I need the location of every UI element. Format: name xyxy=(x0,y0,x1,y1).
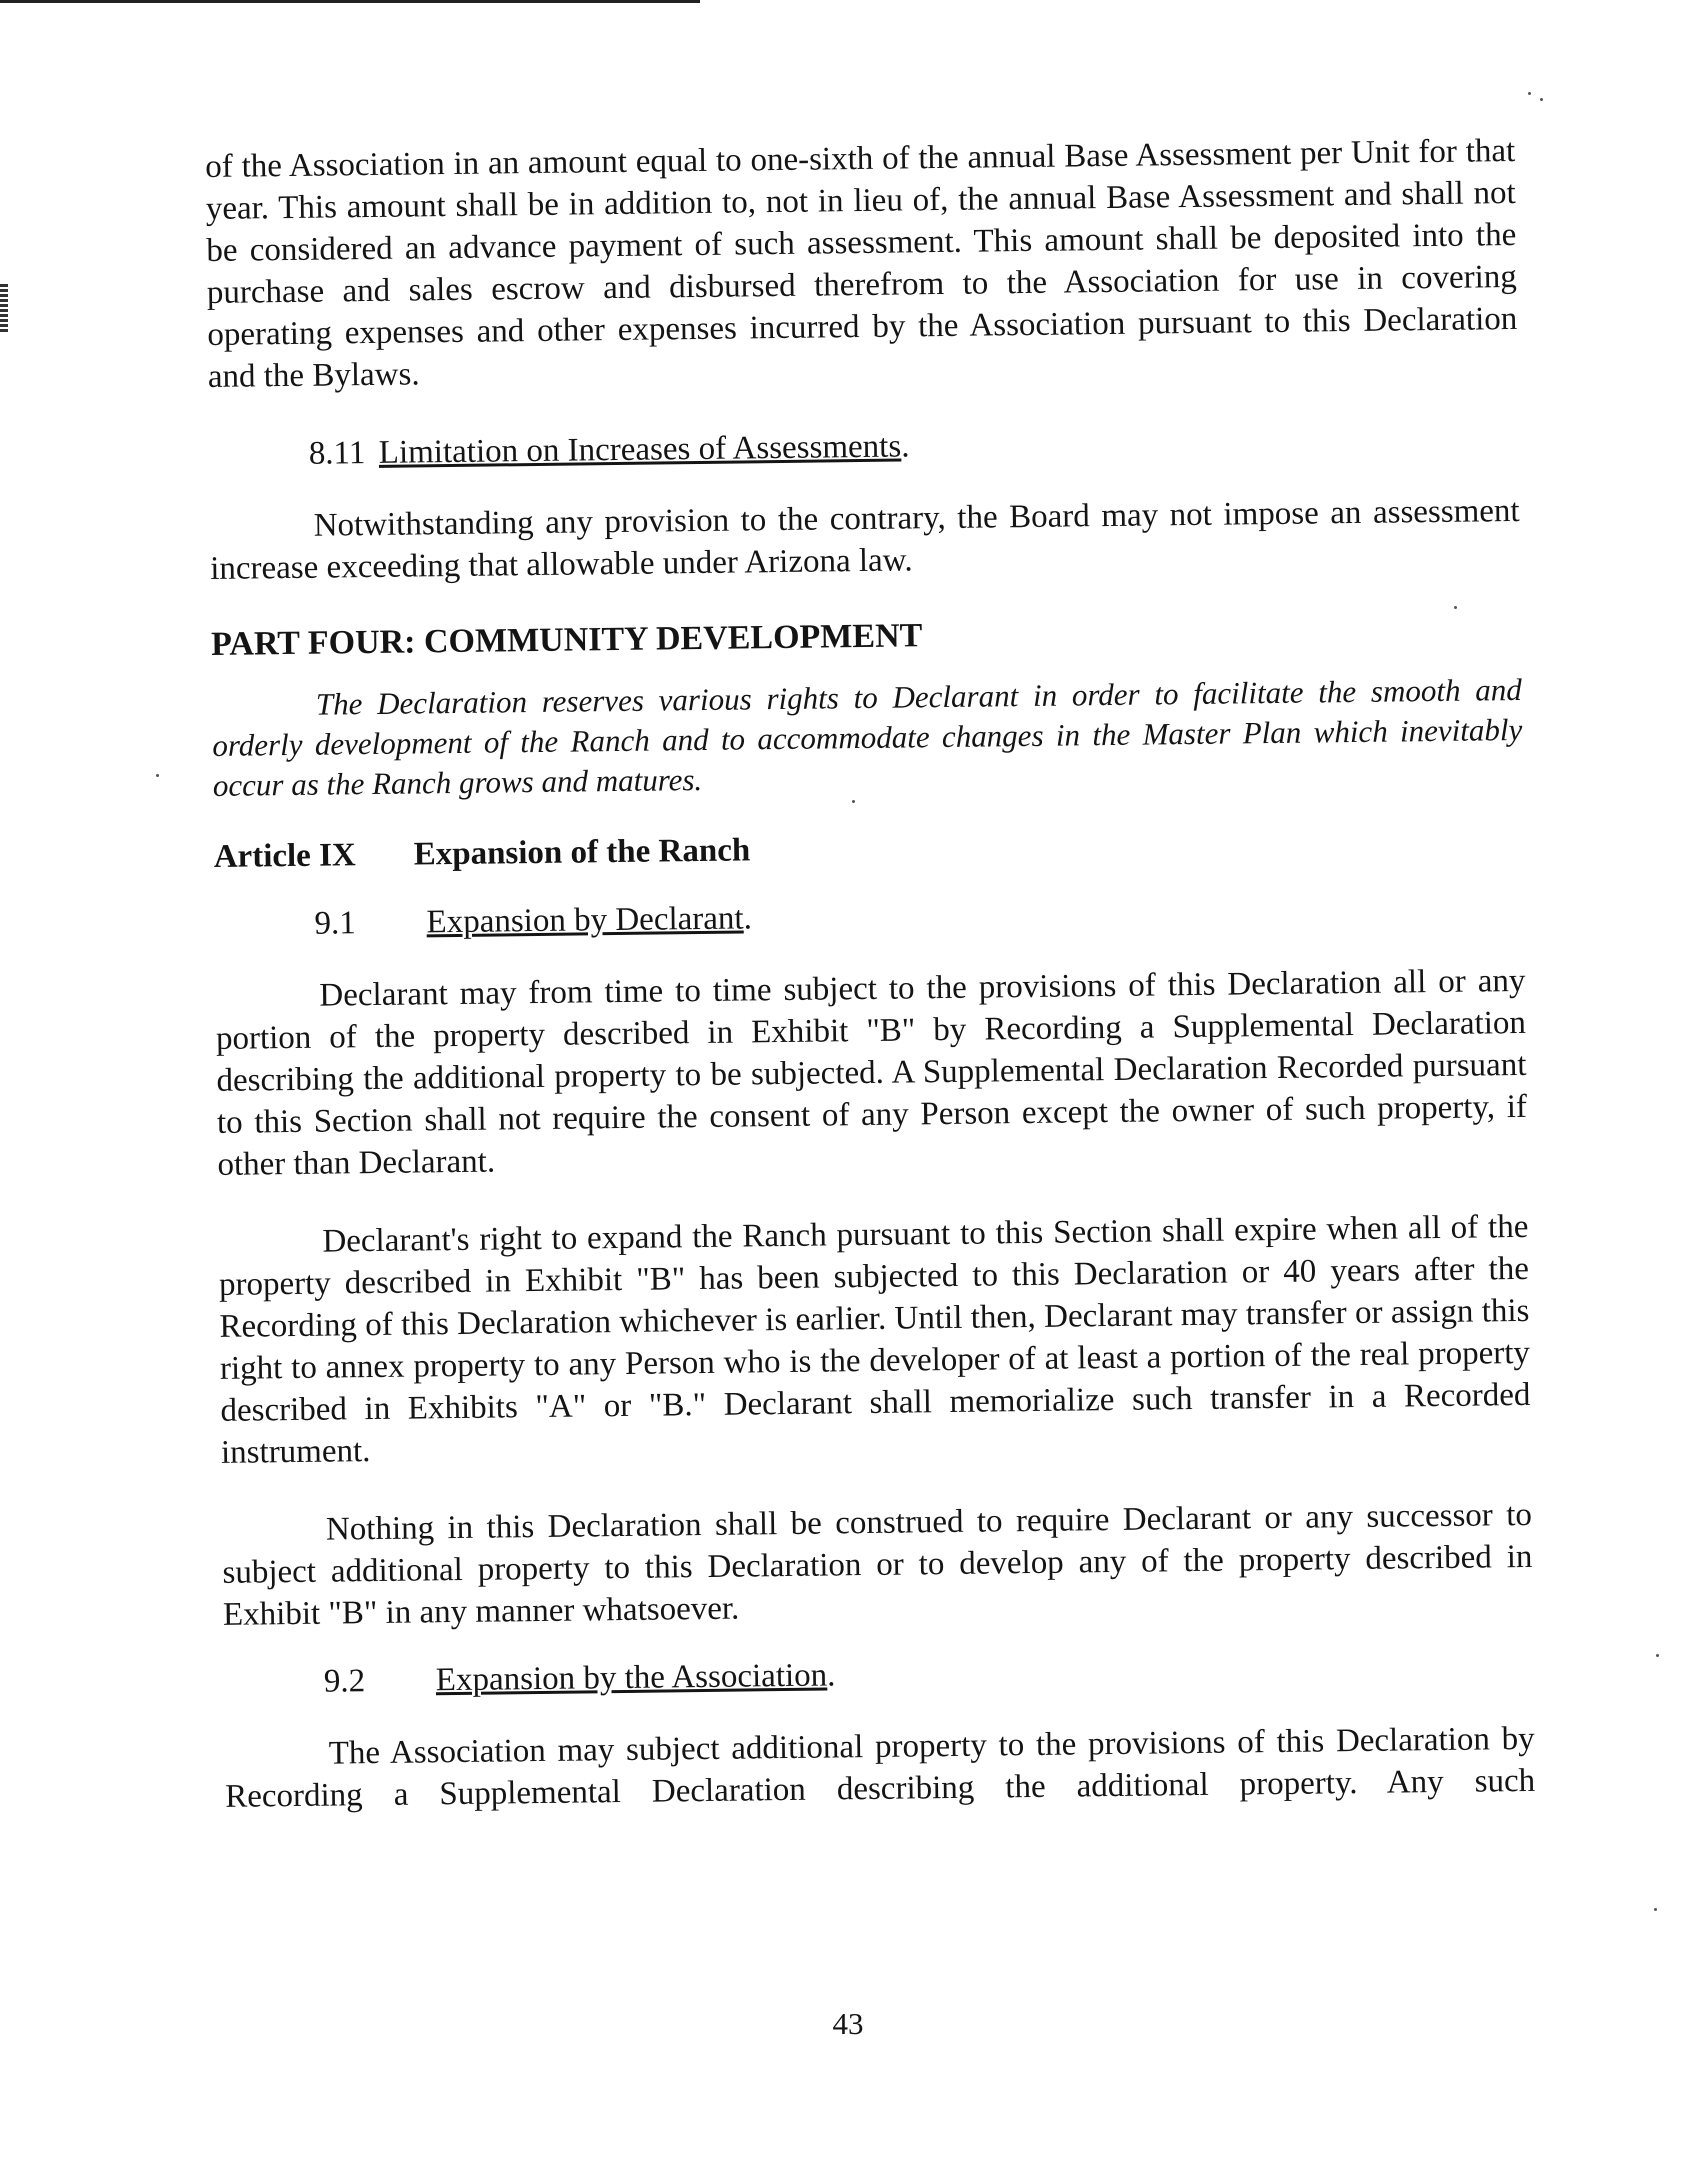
part-four-intro: The Declaration reserves various rights to Declarant in order to facilitate the smooth and orderly development of the Ranch and to accommodate changes in the Master Plan which inevitably occur as the Ranch grows and matures. xyxy=(212,671,1523,803)
scan-speck xyxy=(156,774,159,777)
scan-speck xyxy=(1528,92,1531,95)
section-9-2-body: The Association may subject additional property to the provisions of this Declaration by Recording a Supplemental Declaration describing the additional property. Any such xyxy=(224,1720,1536,1815)
scan-edge-top xyxy=(0,0,700,3)
scan-speck xyxy=(1654,1908,1657,1911)
article-heading xyxy=(213,820,1523,878)
part-four-title: PART FOUR: COMMUNITY DEVELOPMENT xyxy=(210,617,923,663)
section-9-1-paragraph: Declarant's right to expand the Ranch pursuant to this Section shall expire when all of the property described in Exhibit "B" has been subjected to this Declaration or 40 years after the Recording of this Declaration whichever is earlier. Until then, Declarant may transfer or assign this right to annex property to any Person who is the developer of at least a portion of the real property described in Exhibits "A" or "B." Declarant shall memorialize such transfer in a Recorded instrument. xyxy=(218,1208,1531,1471)
article-number: Article IX xyxy=(213,837,356,875)
section-heading-9-1: 9.1 Expansion by Declarant. xyxy=(314,888,1524,945)
section-heading-8-11: 8.11 Limitation on Increases of Assessments. xyxy=(309,418,1519,475)
scan-binding-marks xyxy=(0,284,8,334)
section-number: 8.11 xyxy=(308,435,366,472)
section-9-1-paragraph: Declarant may from time to time subject to the provisions of this Declaration all or any portion of the property described in Exhibit "B" by Recording a Supplemental Declaration describing the additional property to be subjected. A Supplemental Declaration Recorded pursuant to this Section shall not require the consent of any Person except the owner of such property, if other than Declarant. xyxy=(215,962,1528,1183)
section-9-1-paragraph: Nothing in this Declaration shall be construed to require Declarant or any successor to subject additional property to this Declaration or to develop any of the property described in Exhibit "B" in any manner whatsoever. xyxy=(222,1496,1533,1633)
section-number: 9.2 xyxy=(323,1663,366,1700)
section-title: Expansion by Declarant xyxy=(426,900,744,941)
page-number: 43 xyxy=(832,2006,864,2041)
scan-speck xyxy=(1540,98,1543,101)
section-number: 9.1 xyxy=(314,905,357,942)
document-body xyxy=(205,126,1535,1818)
section-title: Expansion by the Association xyxy=(435,1657,828,1699)
section-heading-9-2: 9.2 Expansion by the Association. xyxy=(324,1646,1534,1703)
section-title: Limitation on Increases of Assessments xyxy=(378,428,902,471)
section-8-11-body: Notwithstanding any provision to the contrary, the Board may not impose an assessment increase exceeding that allowable under Arizona law. xyxy=(209,492,1520,587)
scan-speck xyxy=(1656,1654,1659,1657)
article-title: Expansion of the Ranch xyxy=(413,832,751,873)
paragraph-continuation: of the Association in an amount equal to one-sixth of the annual Base Assessment per Unit for that year. This amount shall be in addition to, not in lieu of, the annual Base Assessment and shall not be considered an advance payment of such assessment. This amount shall be deposited into the purchase and sales escrow and disbursed therefrom to the Association for use in covering operating expenses and other expenses incurred by the Association pursuant to this Declaration and the Bylaws. xyxy=(205,132,1518,395)
